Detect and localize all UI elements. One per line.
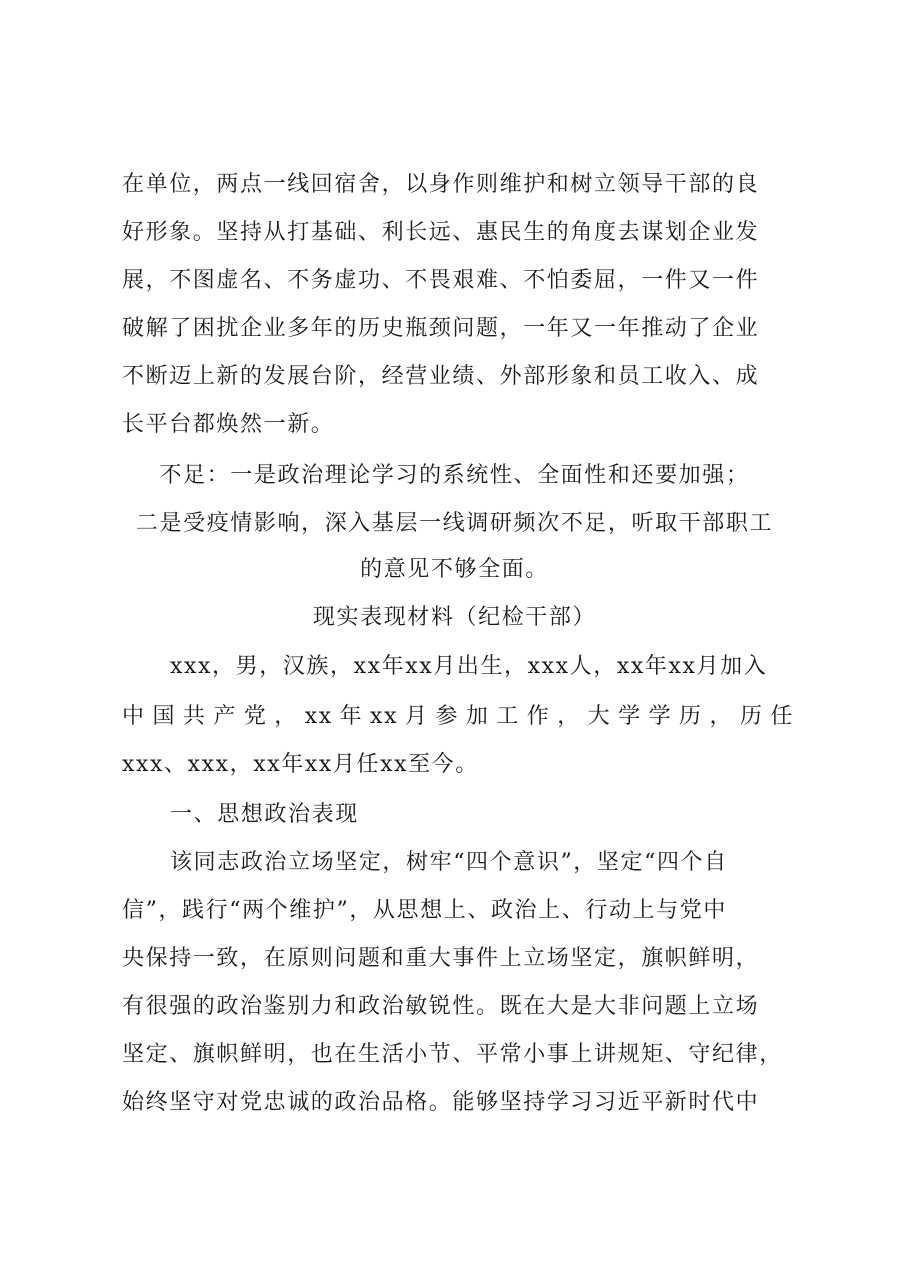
shortcomings-line: 二是受疫情影响，深入基层一线调研频次不足，听取干部职工 [135,511,774,536]
profile-line: xxx，男，汉族，xx年xx月出生，xxx人，xx年xx月加入 [170,654,768,679]
paragraph-line: 好形象。坚持从打基础、利长远、惠民生的角度去谋划企业发 [122,220,760,245]
paragraph-line: 央保持一致，在原则问题和重大事件上立场坚定，旗帜鲜明， [122,946,760,971]
profile-line: xxx、xxx，xx年xx月任xx至今。 [122,752,479,777]
paragraph-line: 信”，践行“两个维护”，从思想上、政治上、行动上与党中 [122,898,727,923]
section-heading: 一、思想政治表现 [170,802,359,827]
document-title: 现实表现材料（纪检干部） [312,605,597,630]
paragraph-line: 在单位，两点一线回宿舍，以身作则维护和树立领导干部的良 [122,172,760,197]
paragraph-line: 展，不图虚名、不务虚功、不畏艰难、不怕委屈，一件又一件 [122,268,760,293]
paragraph-line: 始终坚守对党忠诚的政治品格。能够坚持学习习近平新时代中 [122,1090,760,1115]
paragraph-line: 破解了困扰企业多年的历史瓶颈问题，一年又一年推动了企业 [122,316,760,341]
paragraph-line: 不断迈上新的发展台阶，经营业绩、外部形象和员工收入、成 [122,364,760,389]
paragraph-line: 该同志政治立场坚定，树牢“四个意识”，坚定“四个自 [170,850,728,875]
shortcomings-line: 不足：一是政治理论学习的系统性、全面性和还要加强； [159,463,750,488]
paragraph-line: 坚定、旗帜鲜明，也在生活小节、平常小事上讲规矩、守纪律， [122,1042,783,1067]
shortcomings-line: 的意见不够全面。 [360,557,549,582]
profile-line: 中国共产党，xx年xx月参加工作，大学学历，历任 [122,704,794,729]
paragraph-line: 有很强的政治鉴别力和政治敏锐性。既在大是大非问题上立场 [122,994,760,1019]
paragraph-line: 长平台都焕然一新。 [122,412,335,437]
